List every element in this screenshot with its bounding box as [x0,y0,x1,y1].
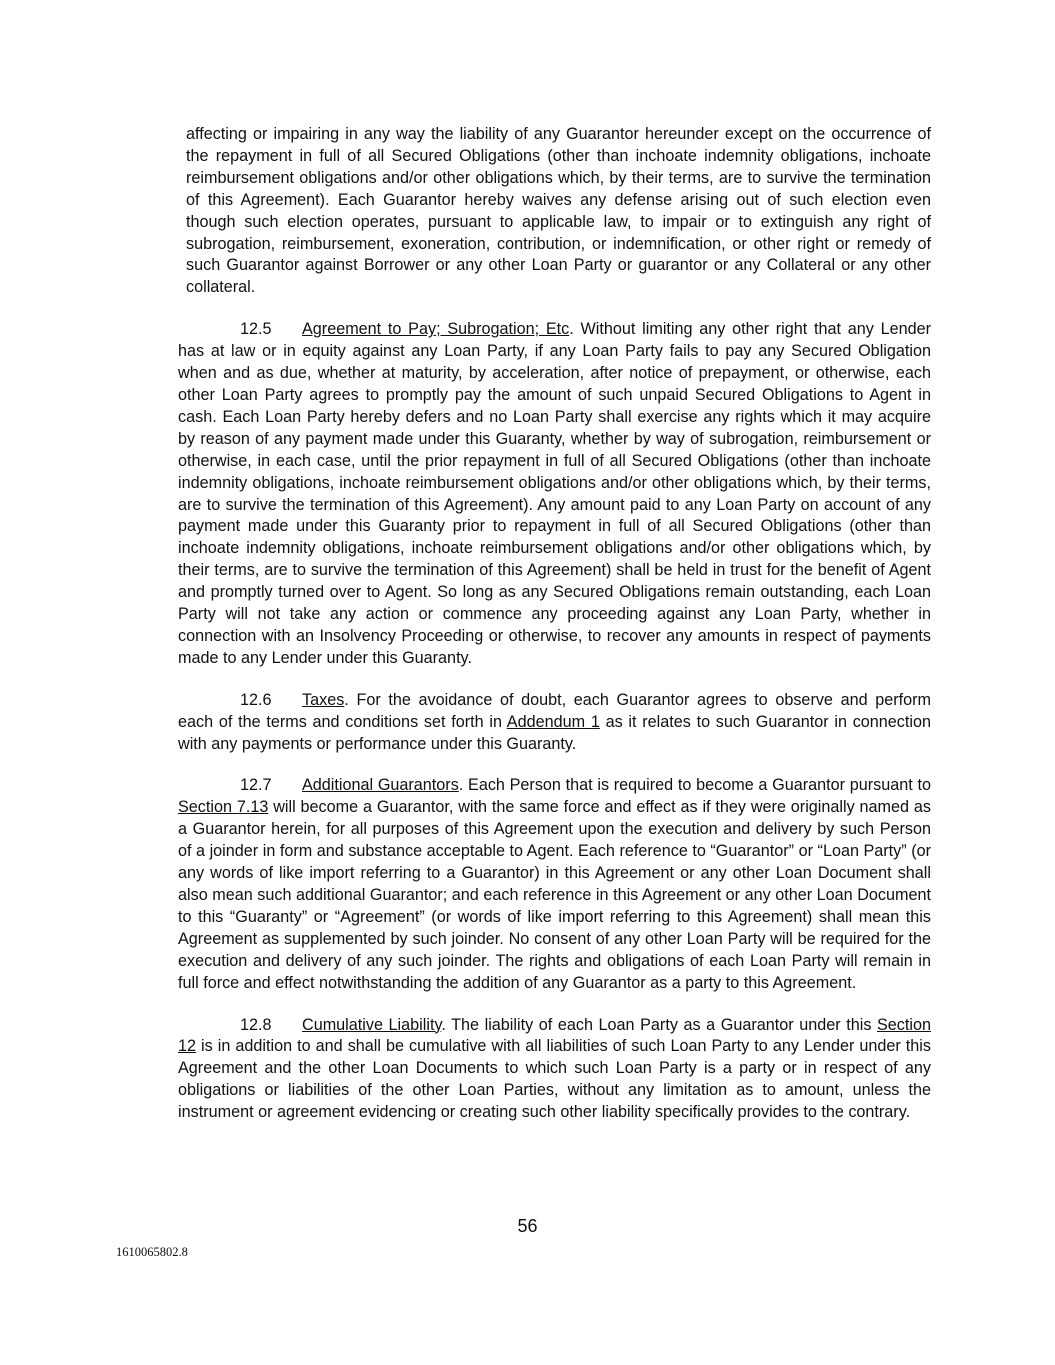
section-text: as it relates to such Guarantor in connection with any payments or performance under this Guaranty. [178,712,931,753]
section-text: will become a Guarantor, with the same force and effect as if they were originally named as a Guarantor herein, for all purposes of this Agreement upon the execution and delivery by such Person of a joinder in form and substance acceptable to Agent. Each reference to “Guarantor” or “Loan Party” (or any words of like import referring to a Guarantor) in this Agreement or any other Loan Document shall also mean such additional Guarantor; and each reference in this Agreement or any other Loan Document to this “Guaranty” or “Agreement” (or words of like import referring to this Agreement) shall mean this Agreement as supplemented by such joinder. No consent of any other Loan Party will be required for the execution and delivery of any such joinder. The rights and obligations of each Loan Party will remain in full force and effect notwithstanding the addition of any Guarantor as a party to this Agreement. [178,798,931,992]
document-body [178,124,931,1144]
cross-reference: Section 7.13 [178,798,269,817]
section-number: 12.8 [240,1015,272,1034]
continued-paragraph [178,124,931,299]
section-number: 12.7 [240,776,272,795]
section-number: 12.5 [240,320,272,339]
page-number: 56 [517,1216,538,1236]
section-text: . For the avoidance of doubt, each Guarantor agrees to observe and perform each of the terms and conditions set forth in [178,690,931,731]
section-12-5 [178,319,931,670]
section-text: . Without limiting any other right that any Lender has at law or in equity against any Loan Party, if any Loan Party fails to pay any Secured Obligation when and as due, whether at maturity, by acceleration, after notice of prepayment, or otherwise, each other Loan Party agrees to promptly pay the amount of such unpaid Secured Obligations to Agent in cash. Each Loan Party hereby defers and no Loan Party shall exercise any rights which it may acquire by reason of any payment made under this Guaranty, whether by way of subrogation, reimbursement or otherwise, in each case, until the prior repayment in full of all Secured Obligations (other than inchoate indemnity obligations, inchoate reimbursement obligations and/or other obligations which, by their terms, are to survive the termination of this Agreement). Any amount paid to any Loan Party on account of any payment made under this Guaranty prior to repayment in full of all Secured Obligations (other than inchoate indemnity obligations, inchoate reimbursement obligations and/or other obligations which, by their terms, are to survive the termination of this Agreement) shall be held in trust for the benefit of Agent and promptly turned over to Agent. So long as any Secured Obligations remain outstanding, each Loan Party will not take any action or commence any proceeding against any Loan Party, whether in connection with an Insolvency Proceeding or otherwise, to recover any amounts in respect of payments made to any Lender under this Guaranty. [178,320,932,667]
document-id: 1610065802.8 [116,1245,188,1259]
section-text: is in addition to and shall be cumulative with all liabilities of such Loan Party to any Lender under this Agreement and the other Loan Documents to which such Loan Party is a party or in respect of any obligations or liabilities of the other Loan Parties, without any limitation as to amount, unless the instrument or agreement evidencing or creating such other liability specifically provides to the contrary. [178,1037,931,1122]
section-12-6 [178,690,931,756]
section-12-7 [178,775,931,994]
section-12-8 [178,1015,931,1125]
section-heading: Agreement to Pay; Subrogation; Etc [302,320,570,339]
section-heading: Taxes [302,690,345,709]
paragraph-text: affecting or impairing in any way the liability of any Guarantor hereunder except on the occurrence of the repayment in full of all Secured Obligations (other than inchoate indemnity obligations, inchoate reimbursement obligations and/or other obligations which, by their terms, are to survive the termination of this Agreement). Each Guarantor hereby waives any defense arising out of such election even though such election operates, pursuant to applicable law, to impair or to extinguish any right of subrogation, reimbursement, exoneration, contribution, or indemnification, or other right or remedy of such Guarantor against Borrower or any other Loan Party or guarantor or any Collateral or any other collateral. [186,125,931,297]
cross-reference: Addendum 1 [506,712,600,731]
section-heading: Cumulative Liability [302,1015,442,1034]
section-text: . The liability of each Loan Party as a Guarantor under this [441,1015,877,1034]
cross-reference: Section 12 [178,1015,931,1056]
section-text: . Each Person that is required to become a Guarantor pursuant to [458,776,931,795]
section-heading: Additional Guarantors [302,776,459,795]
section-number: 12.6 [240,690,272,709]
